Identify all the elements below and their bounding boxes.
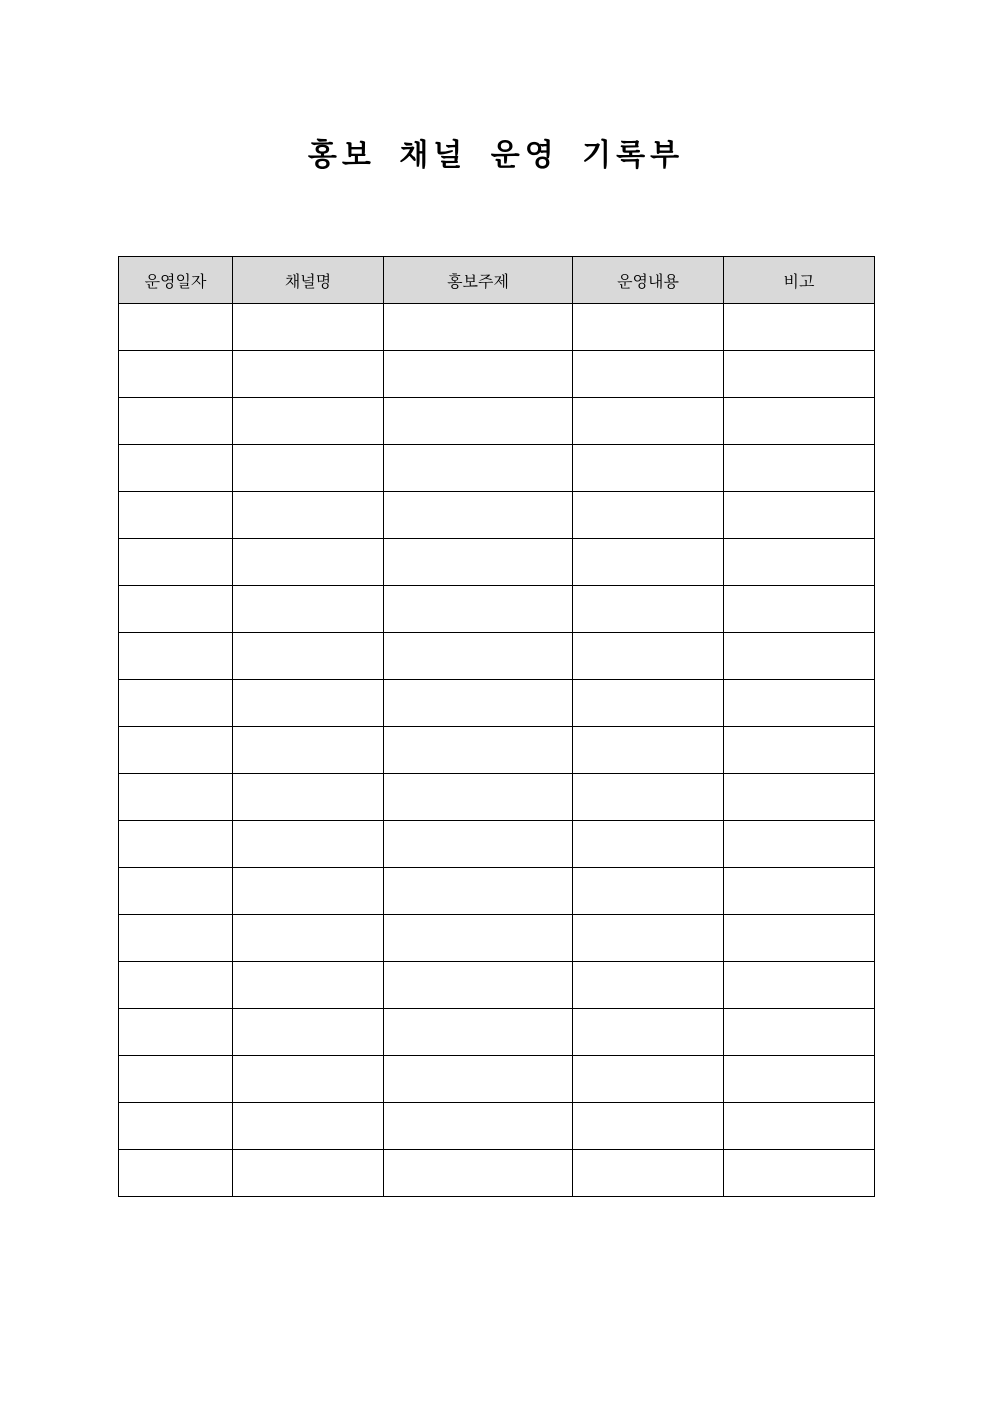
cell-channel[interactable]: [233, 962, 384, 1009]
table-row: [119, 492, 875, 539]
cell-content[interactable]: [573, 398, 724, 445]
cell-channel[interactable]: [233, 445, 384, 492]
table-row: [119, 1150, 875, 1197]
table-row: [119, 680, 875, 727]
cell-date[interactable]: [119, 586, 233, 633]
cell-date[interactable]: [119, 868, 233, 915]
cell-content[interactable]: [573, 727, 724, 774]
cell-channel[interactable]: [233, 304, 384, 351]
table-row: [119, 821, 875, 868]
table-row: [119, 915, 875, 962]
table-row: [119, 351, 875, 398]
cell-date[interactable]: [119, 680, 233, 727]
cell-content[interactable]: [573, 539, 724, 586]
cell-channel[interactable]: [233, 633, 384, 680]
cell-channel[interactable]: [233, 680, 384, 727]
cell-topic[interactable]: [384, 774, 573, 821]
operation-log-table: [118, 256, 875, 1197]
cell-topic[interactable]: [384, 1056, 573, 1103]
cell-topic[interactable]: [384, 868, 573, 915]
cell-content[interactable]: [573, 774, 724, 821]
table-row: [119, 1009, 875, 1056]
cell-remarks[interactable]: [724, 351, 875, 398]
cell-topic[interactable]: [384, 398, 573, 445]
cell-date[interactable]: [119, 774, 233, 821]
table-row: [119, 398, 875, 445]
cell-channel[interactable]: [233, 351, 384, 398]
cell-channel[interactable]: [233, 774, 384, 821]
cell-content[interactable]: [573, 915, 724, 962]
cell-date[interactable]: [119, 1009, 233, 1056]
cell-topic[interactable]: [384, 1150, 573, 1197]
cell-remarks[interactable]: [724, 774, 875, 821]
cell-remarks[interactable]: [724, 586, 875, 633]
column-header-channel: 채널명: [233, 257, 384, 304]
cell-remarks[interactable]: [724, 1150, 875, 1197]
cell-remarks[interactable]: [724, 915, 875, 962]
cell-topic[interactable]: [384, 821, 573, 868]
table-row: [119, 727, 875, 774]
cell-topic[interactable]: [384, 915, 573, 962]
table-row: [119, 445, 875, 492]
cell-channel[interactable]: [233, 1103, 384, 1150]
cell-remarks[interactable]: [724, 445, 875, 492]
cell-remarks[interactable]: [724, 868, 875, 915]
cell-remarks[interactable]: [724, 1009, 875, 1056]
table-row: [119, 962, 875, 1009]
cell-remarks[interactable]: [724, 680, 875, 727]
cell-remarks[interactable]: [724, 398, 875, 445]
cell-topic[interactable]: [384, 633, 573, 680]
cell-channel[interactable]: [233, 1150, 384, 1197]
cell-channel[interactable]: [233, 821, 384, 868]
table-row: [119, 1056, 875, 1103]
cell-content[interactable]: [573, 304, 724, 351]
cell-content[interactable]: [573, 586, 724, 633]
table-header-row: [119, 257, 875, 304]
table-row: [119, 1103, 875, 1150]
cell-channel[interactable]: [233, 492, 384, 539]
column-header-content: 운영내용: [573, 257, 724, 304]
cell-channel[interactable]: [233, 539, 384, 586]
cell-remarks[interactable]: [724, 304, 875, 351]
cell-topic[interactable]: [384, 445, 573, 492]
cell-content[interactable]: [573, 1150, 724, 1197]
cell-channel[interactable]: [233, 868, 384, 915]
cell-channel[interactable]: [233, 1056, 384, 1103]
cell-remarks[interactable]: [724, 539, 875, 586]
cell-date[interactable]: [119, 915, 233, 962]
cell-topic[interactable]: [384, 1103, 573, 1150]
table-row: [119, 868, 875, 915]
table-row: [119, 633, 875, 680]
cell-remarks[interactable]: [724, 1056, 875, 1103]
cell-topic[interactable]: [384, 962, 573, 1009]
cell-channel[interactable]: [233, 727, 384, 774]
cell-channel[interactable]: [233, 1009, 384, 1056]
cell-date[interactable]: [119, 539, 233, 586]
cell-date[interactable]: [119, 962, 233, 1009]
cell-remarks[interactable]: [724, 633, 875, 680]
cell-content[interactable]: [573, 492, 724, 539]
cell-remarks[interactable]: [724, 962, 875, 1009]
table-row: [119, 539, 875, 586]
page-title: 홍보 채널 운영 기록부: [307, 138, 685, 173]
cell-date[interactable]: [119, 492, 233, 539]
cell-topic[interactable]: [384, 727, 573, 774]
cell-date[interactable]: [119, 445, 233, 492]
table-row: [119, 774, 875, 821]
cell-date[interactable]: [119, 1150, 233, 1197]
table-row: [119, 304, 875, 351]
cell-date[interactable]: [119, 351, 233, 398]
cell-topic[interactable]: [384, 492, 573, 539]
column-header-topic: 홍보주제: [384, 257, 573, 304]
table-row: [119, 586, 875, 633]
column-header-remarks: 비고: [724, 257, 875, 304]
cell-remarks[interactable]: [724, 492, 875, 539]
cell-topic[interactable]: [384, 1009, 573, 1056]
cell-remarks[interactable]: [724, 821, 875, 868]
cell-channel[interactable]: [233, 586, 384, 633]
cell-content[interactable]: [573, 633, 724, 680]
cell-topic[interactable]: [384, 304, 573, 351]
cell-remarks[interactable]: [724, 1103, 875, 1150]
column-header-date: 운영일자: [119, 257, 233, 304]
cell-date[interactable]: [119, 633, 233, 680]
cell-content[interactable]: [573, 680, 724, 727]
cell-topic[interactable]: [384, 539, 573, 586]
cell-date[interactable]: [119, 398, 233, 445]
cell-remarks[interactable]: [724, 727, 875, 774]
cell-channel[interactable]: [233, 915, 384, 962]
cell-content[interactable]: [573, 351, 724, 398]
cell-content[interactable]: [573, 821, 724, 868]
cell-content[interactable]: [573, 962, 724, 1009]
cell-date[interactable]: [119, 304, 233, 351]
cell-date[interactable]: [119, 1056, 233, 1103]
cell-channel[interactable]: [233, 398, 384, 445]
cell-date[interactable]: [119, 727, 233, 774]
table-body: [119, 304, 875, 1197]
cell-content[interactable]: [573, 1103, 724, 1150]
cell-content[interactable]: [573, 868, 724, 915]
cell-topic[interactable]: [384, 680, 573, 727]
cell-topic[interactable]: [384, 586, 573, 633]
cell-content[interactable]: [573, 1009, 724, 1056]
cell-date[interactable]: [119, 821, 233, 868]
cell-content[interactable]: [573, 1056, 724, 1103]
cell-topic[interactable]: [384, 351, 573, 398]
cell-content[interactable]: [573, 445, 724, 492]
cell-date[interactable]: [119, 1103, 233, 1150]
